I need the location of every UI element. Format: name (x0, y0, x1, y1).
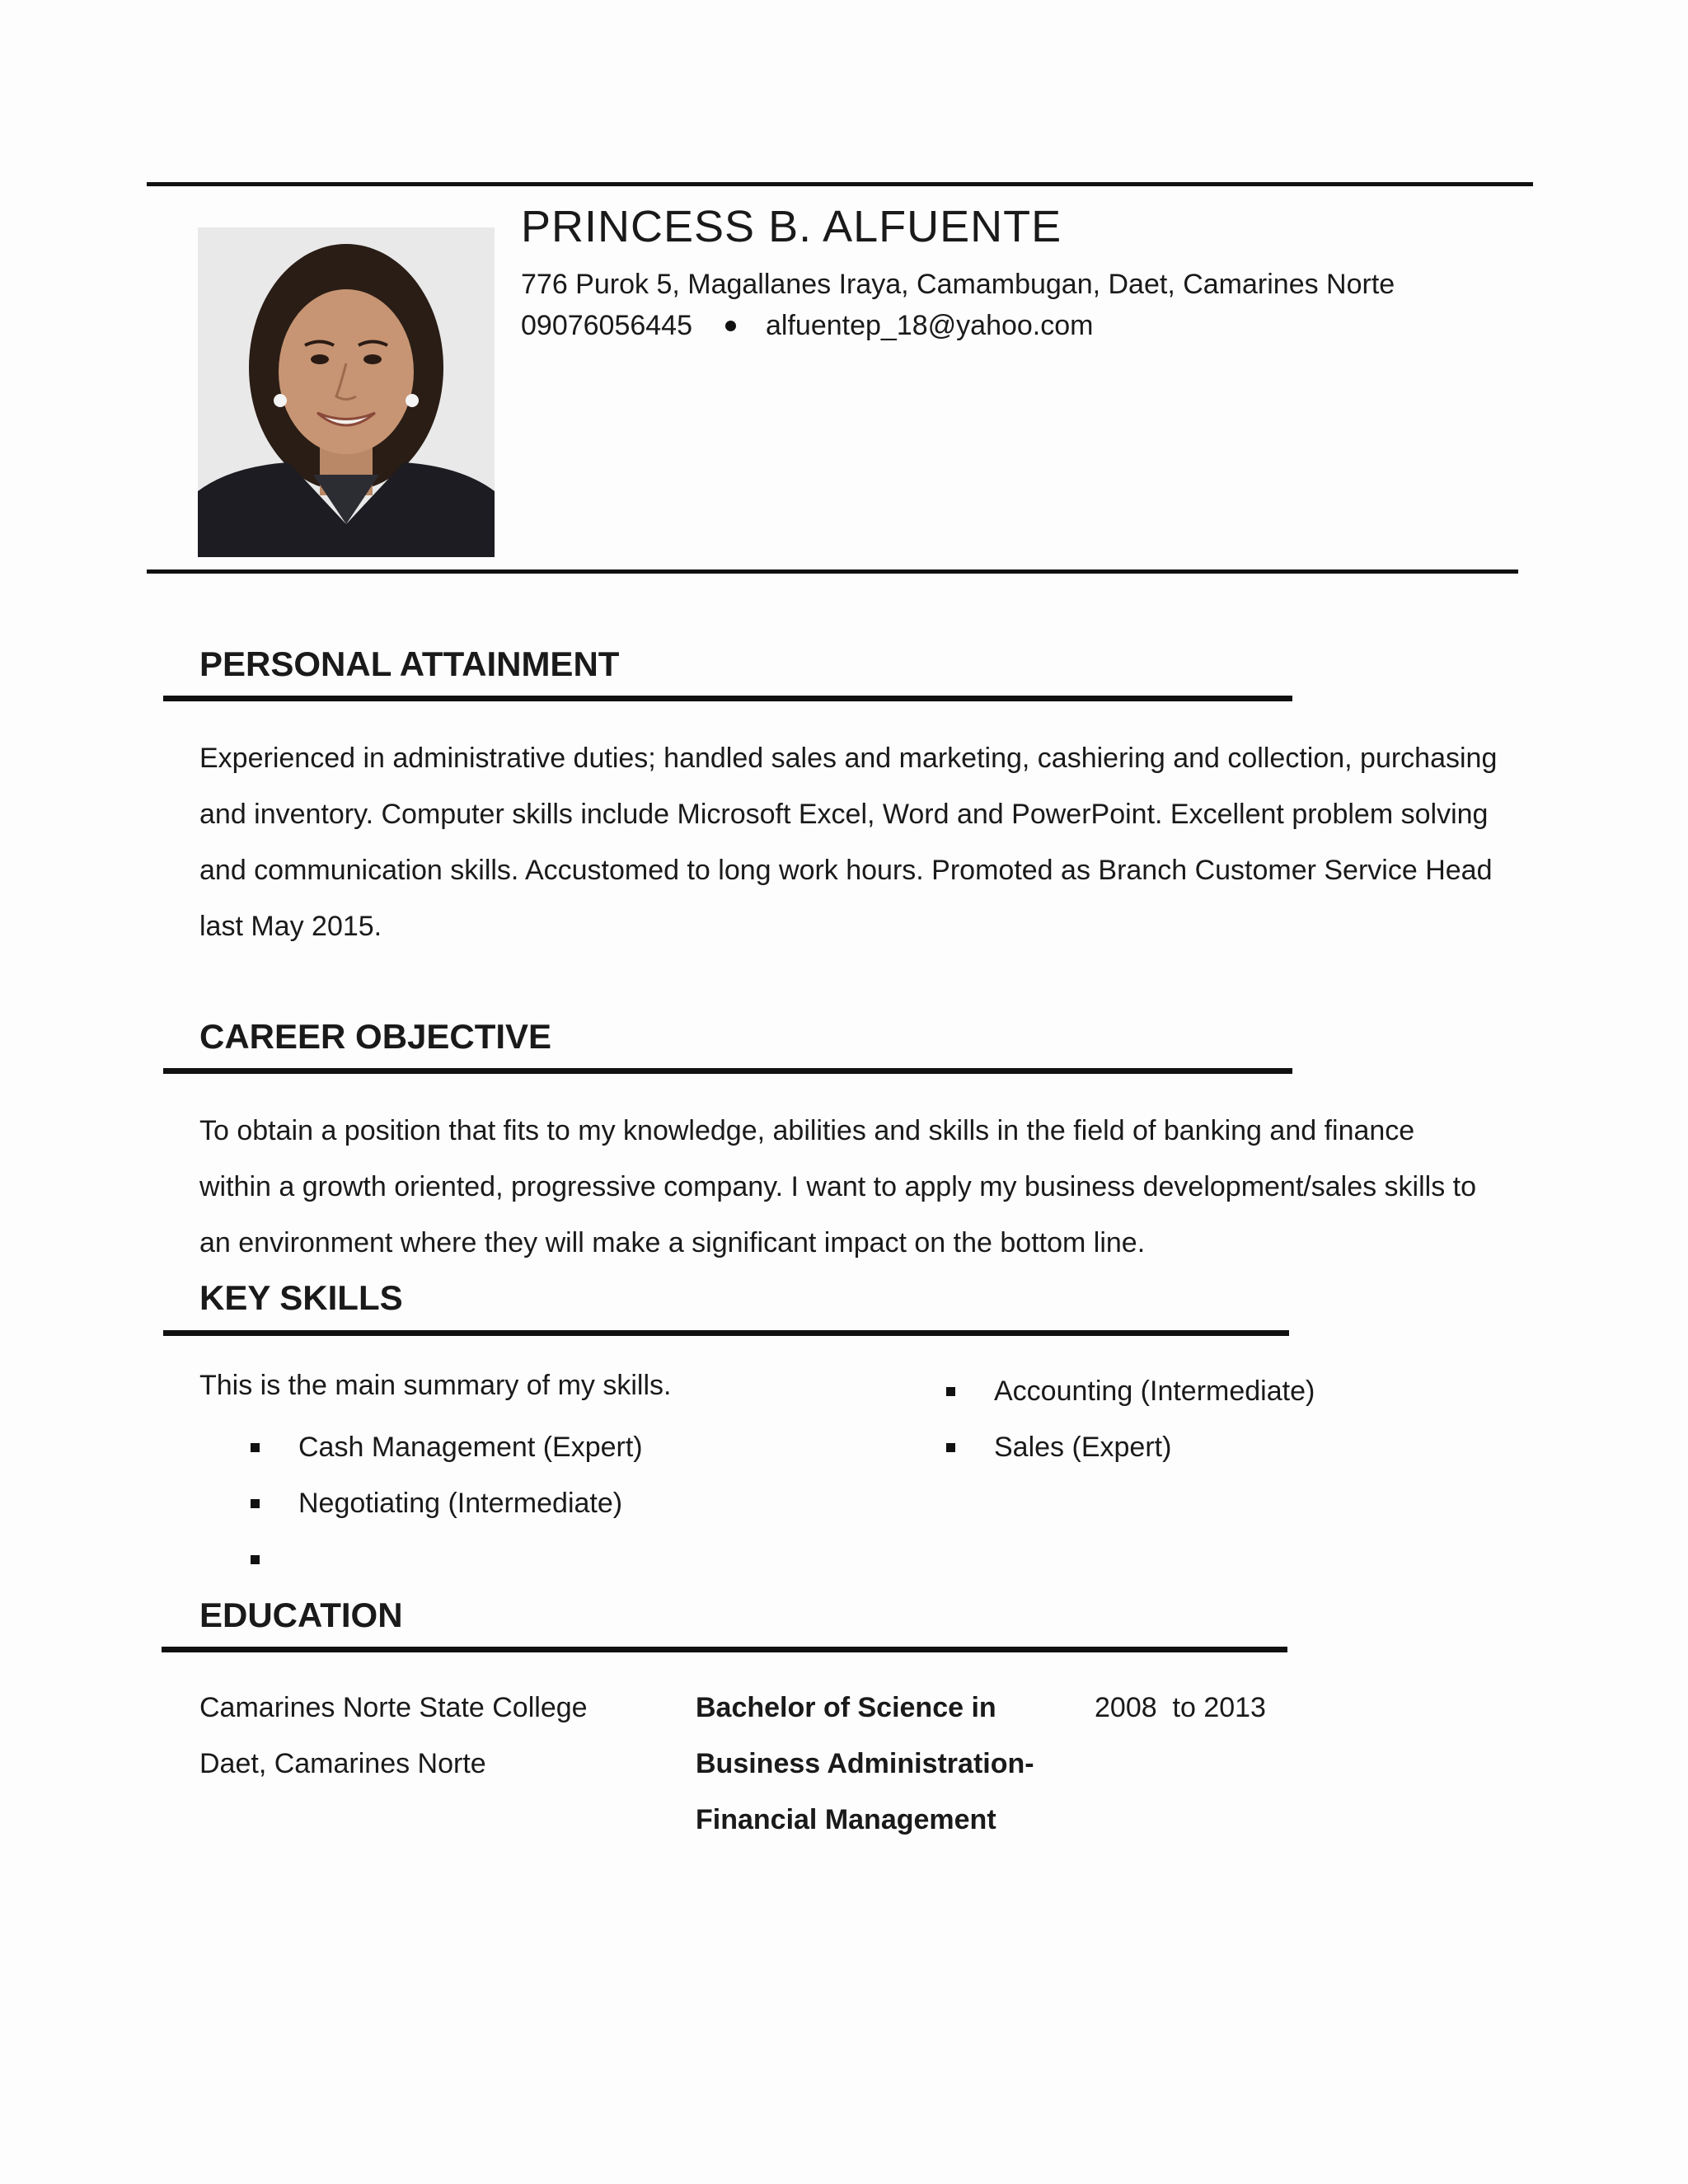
paragraph-line: Experienced in administrative duties; handled sales and marketing, cashiering and collection, purchasing (199, 743, 1498, 774)
skills-list-left (199, 1419, 643, 1587)
paragraph-line: last May 2015. (199, 911, 382, 942)
personal-attainment-text (199, 730, 1502, 954)
paragraph-line: and inventory. Computer skills include Microsoft Excel, Word and PowerPoint. Excellent problem solving (199, 799, 1489, 830)
candidate-name: PRINCESS B. ALFUENTE (521, 202, 1062, 251)
personal-attainment-rule (163, 696, 1292, 701)
personal-attainment-heading: PERSONAL ATTAINMENT (199, 644, 620, 683)
list-item (895, 1419, 1315, 1475)
square-bullet-icon (946, 1387, 955, 1396)
skill-label: Sales (Expert) (994, 1432, 1172, 1463)
education-institution (199, 1680, 588, 1792)
square-bullet-icon (251, 1499, 260, 1508)
paragraph-line: an environment where they will make a significant impact on the bottom line. (199, 1227, 1146, 1258)
square-bullet-icon (946, 1443, 955, 1452)
career-objective-heading: CAREER OBJECTIVE (199, 1017, 552, 1056)
paragraph-line: within a growth oriented, progressive company. I want to apply my business development/sales skills to (199, 1171, 1477, 1202)
skills-intro: This is the main summary of my skills. (199, 1370, 672, 1401)
profile-photo (198, 227, 495, 557)
list-item (895, 1363, 1315, 1419)
key-skills-heading: KEY SKILLS (199, 1278, 403, 1317)
paragraph-line: and communication skills. Accustomed to long work hours. Promoted as Branch Customer Service Head (199, 855, 1493, 886)
degree-line: Bachelor of Science in (696, 1692, 996, 1723)
career-objective-rule (163, 1068, 1292, 1074)
header-top-rule (147, 182, 1533, 186)
key-skills-rule (163, 1330, 1289, 1336)
skill-label: Cash Management (Expert) (298, 1432, 643, 1463)
school-location: Daet, Camarines Norte (199, 1748, 486, 1779)
contact-line (521, 310, 1093, 342)
skill-label: Negotiating (Intermediate) (298, 1488, 623, 1519)
header-bottom-rule (147, 569, 1518, 574)
skill-label: Accounting (Intermediate) (994, 1376, 1315, 1407)
school-name: Camarines Norte State College (199, 1692, 588, 1723)
bullet-separator-icon (725, 321, 736, 331)
square-bullet-icon (251, 1555, 260, 1564)
list-item (199, 1475, 643, 1531)
address: 776 Purok 5, Magallanes Iraya, Camambugan, Daet, Camarines Norte (521, 269, 1395, 300)
degree-line: Business Administration- (696, 1748, 1034, 1779)
education-rule (162, 1647, 1287, 1652)
education-heading: EDUCATION (199, 1596, 403, 1634)
list-item (199, 1531, 643, 1587)
career-objective-text (199, 1103, 1502, 1271)
degree-line: Financial Management (696, 1804, 996, 1835)
skills-list-right (895, 1363, 1315, 1475)
education-degree (696, 1680, 1034, 1848)
phone-number: 09076056445 (521, 310, 693, 341)
email-address: alfuentep_18@yahoo.com (766, 310, 1094, 341)
square-bullet-icon (251, 1443, 260, 1452)
list-item (199, 1419, 643, 1475)
paragraph-line: To obtain a position that fits to my knowledge, abilities and skills in the field of banking and finance (199, 1115, 1415, 1146)
education-years: 2008 to 2013 (1095, 1692, 1266, 1723)
